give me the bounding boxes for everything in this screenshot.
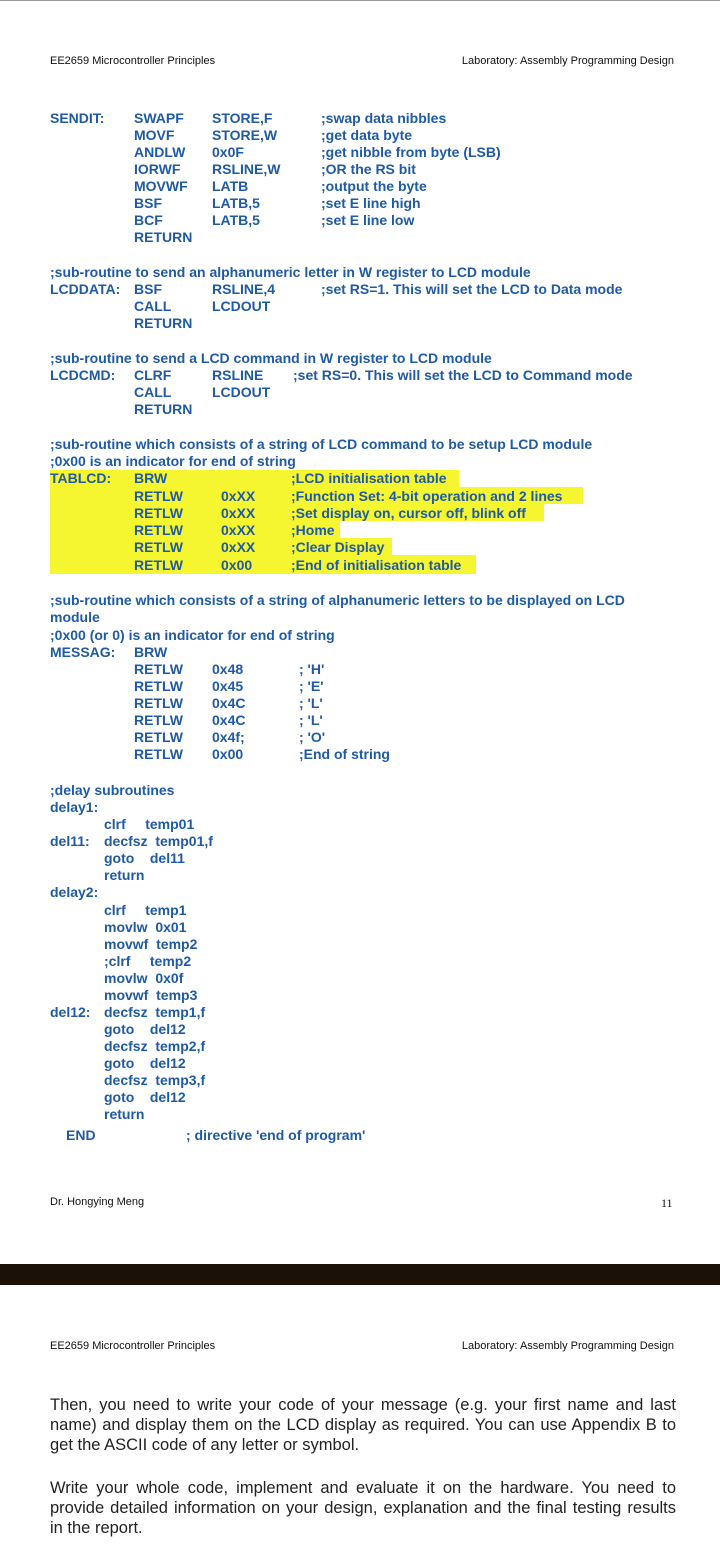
op: RETLW [134,488,183,504]
code-line: goto del12 [104,1021,186,1037]
comment: ;Home [291,522,335,538]
label-sendit: SENDIT: [50,110,105,126]
comment: ;set RS=0. This will set the LCD to Command mode [293,367,633,383]
instruction-paragraph: Write your whole code, implement and evaluate it on the hardware. You need to provide detailed information on your design, explanation and the final testing results in the report. [50,1479,676,1537]
code-line: decfsz temp3,f [104,1072,206,1088]
op: SWAPF [134,110,184,126]
op: RETLW [134,539,183,555]
comment: ; directive 'end of program' [186,1127,366,1143]
arg: 0x00 [221,557,253,573]
arg: 0x45 [212,678,244,694]
arg: 0xXX [221,505,256,521]
comment: ;OR the RS bit [321,161,416,177]
op: BSF [134,195,162,211]
header-course-title: EE2659 Microcontroller Principles [50,55,216,67]
arg: LATB,5 [212,195,260,211]
comment: ;Clear Display [291,539,385,555]
op: MOVF [134,127,175,143]
arg: LCDOUT [212,298,271,314]
code-line: decfsz temp01,f [104,833,213,849]
comment: ;sub-routine which consists of a string of LCD command to be setup LCD module [50,436,593,452]
op: RETLW [134,661,183,677]
comment: ; 'L' [299,712,323,728]
arg: 0x48 [212,661,244,677]
label-del12: del12: [50,1004,91,1020]
label-messag: MESSAG: [50,644,116,660]
op: RETLW [134,522,183,538]
op: MOVWF [134,178,188,194]
op: CALL [134,384,172,400]
comment: ; 'L' [299,695,323,711]
code-line: goto del12 [104,1089,186,1105]
label-lcddata: LCDDATA: [50,281,121,297]
op: RETLW [134,505,183,521]
label-tablcd: TABLCD: [50,470,112,486]
code-line: clrf temp01 [104,816,195,832]
code-line: decfsz temp2,f [104,1038,206,1054]
comment: ;delay subroutines [50,782,175,798]
code-line: goto del11 [104,850,185,866]
comment: ;set E line high [321,195,421,211]
comment: ;sub-routine to send a LCD command in W register to LCD module [50,350,492,366]
comment: ;set E line low [321,212,415,228]
comment: ;get nibble from byte (LSB) [321,144,501,160]
op: BSF [134,281,162,297]
code-line: ;clrf temp2 [104,953,192,969]
comment: ;End of string [299,746,390,762]
footer-author: Dr. Hongying Meng [50,1196,145,1208]
arg: STORE,W [212,127,278,143]
arg: LATB [212,178,249,194]
code-line: movwf temp2 [104,936,198,952]
code-line: return [104,1106,145,1122]
comment: ;Function Set: 4-bit operation and 2 lines [291,488,563,504]
code-line: goto del12 [104,1055,186,1071]
op: BCF [134,212,163,228]
op: RETURN [134,229,193,245]
arg: 0xXX [221,488,256,504]
page-number: 11 [661,1196,673,1210]
instruction-paragraph: Then, you need to write your code of your message (e.g. your first name and last name) and display them on the LCD display as required. You can use Appendix B to get the ASCII code of any letter or symbol. [50,1396,676,1454]
arg: 0x0F [212,144,244,160]
comment: ;sub-routine which consists of a string of alphanumeric letters to be displayed on LCD [50,592,625,608]
code-line: movlw 0x01 [104,919,187,935]
comment: ; 'E' [299,678,324,694]
arg: 0xXX [221,539,256,555]
header-lab-title: Laboratory: Assembly Programming Design [461,55,674,67]
end-directive: END [66,1127,96,1143]
code-line: decfsz temp1,f [104,1004,206,1020]
page-separator [0,1264,720,1285]
arg: LATB,5 [212,212,260,228]
arg: LCDOUT [212,384,271,400]
comment: ;get data byte [321,127,413,143]
arg: 0x4C [212,712,246,728]
op: RETLW [134,746,183,762]
comment: ;swap data nibbles [321,110,447,126]
arg: 0x4C [212,695,246,711]
comment: ;LCD initialisation table [291,470,447,486]
comment: ;0x00 (or 0) is an indicator for end of string [50,627,335,643]
op: RETURN [134,315,193,331]
arg: RSLINE,4 [212,281,276,297]
op: CLRF [134,367,172,383]
code-line: return [104,867,145,883]
op: RETLW [134,678,183,694]
comment: ;output the byte [321,178,427,194]
op: RETLW [134,557,183,573]
label-delay2: delay2: [50,884,99,900]
comment: ;set RS=1. This will set the LCD to Data mode [321,281,623,297]
comment: ;Set display on, cursor off, blink off [291,505,526,521]
op: BRW [134,470,168,486]
op: RETLW [134,729,183,745]
header-lab-title: Laboratory: Assembly Programming Design [461,1340,674,1352]
code-line: clrf temp1 [104,902,187,918]
op: RETLW [134,712,183,728]
arg: RSLINE [212,367,264,383]
comment: ;sub-routine to send an alphanumeric letter in W register to LCD module [50,264,531,280]
comment: ;0x00 is an indicator for end of string [50,453,296,469]
arg: 0xXX [221,522,256,538]
comment: module [50,609,100,625]
op: IORWF [134,161,181,177]
code-line: movwf temp3 [104,987,198,1003]
op: CALL [134,298,172,314]
comment: ; 'H' [299,661,325,677]
label-del11: del11: [50,833,90,849]
arg: RSLINE,W [212,161,281,177]
arg: 0x4f; [212,729,245,745]
op: RETURN [134,401,193,417]
op: RETLW [134,695,183,711]
comment: ; 'O' [299,729,326,745]
header-course-title: EE2659 Microcontroller Principles [50,1340,216,1352]
label-lcdcmd: LCDCMD: [50,367,116,383]
op: ANDLW [134,144,186,160]
code-line: movlw 0x0f [104,970,184,986]
label-delay1: delay1: [50,799,99,815]
arg: STORE,F [212,110,273,126]
op: BRW [134,644,168,660]
arg: 0x00 [212,746,244,762]
comment: ;End of initialisation table [291,557,462,573]
page-top-border [0,0,720,1]
